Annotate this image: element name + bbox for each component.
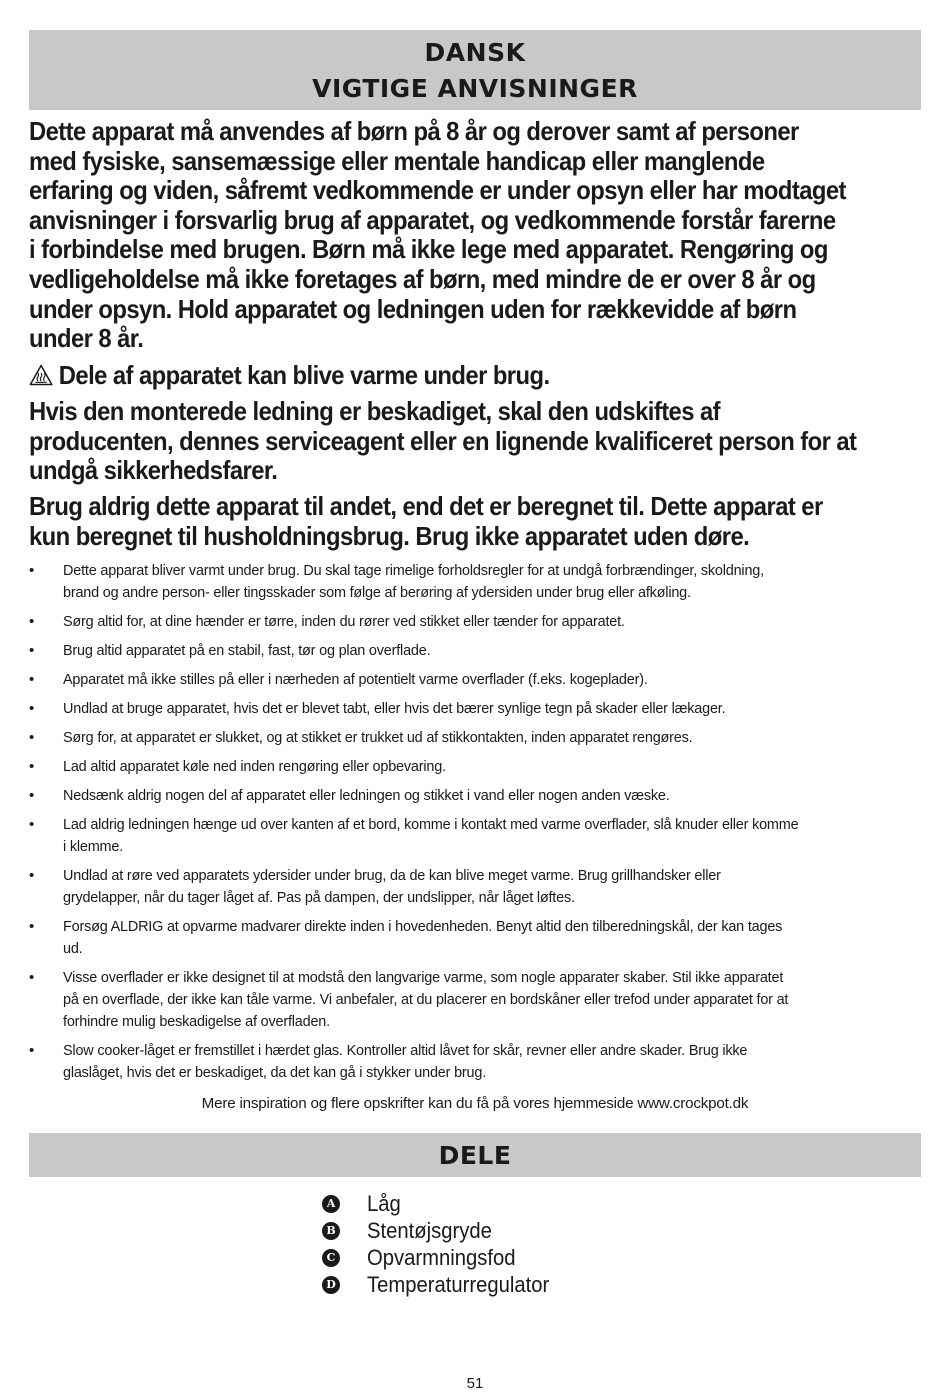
- intro-line: anvisninger i forsvarlig brug af apparatet, og vedkommende forstår farerne: [29, 206, 836, 235]
- intro-line: vedligeholdelse må ikke foretages af børn, med mindre de er over 8 år og: [29, 265, 816, 294]
- part-letter-badge: B: [322, 1222, 340, 1240]
- bullet-text-line: Sørg altid for, at dine hænder er tørre, inden du rører ved stikket eller tænder for apparatet.: [63, 613, 625, 630]
- part-label: Opvarmningsfod: [367, 1245, 516, 1270]
- part-letter-badge: D: [322, 1276, 340, 1294]
- part-item-d: [322, 1271, 565, 1298]
- bullet-text: [63, 916, 923, 960]
- safety-bullet-item: [29, 967, 924, 1033]
- hot-surface-warning: [29, 362, 866, 392]
- parts-heading: DELE: [29, 1133, 921, 1177]
- bullet-dot: •: [29, 729, 35, 746]
- bullet-text-line: Lad aldrig ledningen hænge ud over kanten af et bord, komme i kontakt med varme overflader, slå knuder eller komme: [63, 816, 799, 833]
- bullet-text-line: ud.: [63, 940, 83, 957]
- safety-bullet-item: [29, 698, 924, 720]
- safety-bullet-item: [29, 814, 924, 858]
- bullet-text-line: Undlad at bruge apparatet, hvis det er blevet tabt, eller hvis det bærer synlige tegn på skader eller lækager.: [63, 700, 726, 717]
- part-label: Stentøjsgryde: [367, 1218, 492, 1243]
- intro-line: under opsyn. Hold apparatet og ledningen uden for rækkevidde af børn: [29, 295, 797, 324]
- bullet-text: [63, 756, 923, 778]
- bullet-text-line: på en overflade, der ikke kan tåle varme. Vi anbefaler, at du placerer en bordskåner eller trefod under apparatet for at: [63, 991, 789, 1008]
- bullet-dot: •: [29, 816, 35, 833]
- usage-warning-paragraph: [29, 493, 866, 552]
- bullet-text: [63, 698, 923, 720]
- part-letter-badge: A: [322, 1195, 340, 1213]
- part-letter-badge: C: [322, 1249, 340, 1267]
- intro-line: i forbindelse med brugen. Børn må ikke lege med apparatet. Rengøring og: [29, 236, 828, 265]
- intro-line: under 8 år.: [29, 325, 144, 354]
- bullet-text-line: Brug altid apparatet på en stabil, fast, tør og plan overflade.: [63, 642, 431, 659]
- bullet-text: [63, 1040, 923, 1084]
- website-note: Mere inspiration og flere opskrifter kan du få på vores hjemmeside www.crockpot.dk: [201, 1095, 749, 1112]
- bullet-text: [63, 611, 923, 633]
- safety-bullet-list: [29, 560, 924, 1091]
- hot-surface-warning-icon: [29, 364, 53, 386]
- safety-bullet-item: [29, 669, 924, 691]
- part-item-b: [322, 1217, 565, 1244]
- part-item-a: [322, 1190, 565, 1217]
- bullet-text-line: Slow cooker-låget er fremstillet i hærdet glas. Kontroller altid låvet for skår, revner eller andre skader. Brug ikke: [63, 1042, 748, 1059]
- cord-warning-line: undgå sikkerhedsfarer.: [29, 457, 278, 486]
- cord-warning-paragraph: [29, 398, 866, 487]
- intro-paragraph: [29, 118, 866, 355]
- part-label: Låg: [367, 1191, 401, 1216]
- bullet-text: [63, 967, 923, 1033]
- bullet-text-line: Lad altid apparatet køle ned inden rengøring eller opbevaring.: [63, 758, 446, 775]
- bullet-text-line: Sørg for, at apparatet er slukket, og at stikket er trukket ud af stikkontakten, inden apparatet rengøres.: [63, 729, 693, 746]
- bullet-text-line: Nedsænk aldrig nogen del af apparatet eller ledningen og stikket i vand eller nogen anden væske.: [63, 787, 670, 804]
- safety-bullet-item: [29, 727, 924, 749]
- bullet-dot: •: [29, 787, 35, 804]
- bullet-dot: •: [29, 918, 35, 935]
- bullet-text: [63, 560, 923, 604]
- bullet-text: [63, 814, 923, 858]
- bullet-text-line: Dette apparat bliver varmt under brug. Du skal tage rimelige forholdsregler for at undgå forbrændinger, skoldning,: [63, 562, 764, 579]
- safety-bullet-item: [29, 916, 924, 960]
- parts-list: [322, 1190, 565, 1298]
- bullet-text-line: Visse overflader er ikke designet til at modstå den langvarige varme, som nogle apparater skaber. Stil ikke apparatet: [63, 969, 784, 986]
- bullet-text: [63, 865, 923, 909]
- intro-line: Dette apparat må anvendes af børn på 8 år og derover samt af personer: [29, 118, 799, 146]
- safety-bullet-item: [29, 611, 924, 633]
- bullet-text: [63, 785, 923, 807]
- bullet-dot: •: [29, 758, 35, 775]
- section-header: [29, 30, 921, 110]
- safety-bullet-item: [29, 560, 924, 604]
- safety-bullet-item: [29, 785, 924, 807]
- bullet-dot: •: [29, 671, 35, 688]
- bullet-dot: •: [29, 969, 35, 986]
- bullet-text-line: forhindre mulig beskadigelse af overfladen.: [63, 1013, 330, 1030]
- safety-bullet-item: [29, 1040, 924, 1084]
- bullet-text-line: glaslåget, hvis det er beskadiget, da det kan gå i stykker under brug.: [63, 1064, 487, 1081]
- bullet-text: [63, 727, 923, 749]
- bullet-text-line: Undlad at røre ved apparatets ydersider under brug, da de kan blive meget varme. Brug grillhandsker eller: [63, 867, 721, 884]
- cord-warning-line: producenten, dennes serviceagent eller en lignende kvalificeret person for at: [29, 427, 857, 456]
- bullet-dot: •: [29, 867, 35, 884]
- part-label: Temperaturregulator: [367, 1272, 550, 1297]
- page-title: VIGTIGE ANVISNINGER: [312, 74, 638, 103]
- bullet-text-line: Forsøg ALDRIG at opvarme madvarer direkte inden i hovedenheden. Benyt altid den tilberedningskål, der kan tages: [63, 918, 783, 935]
- bullet-dot: •: [29, 1042, 35, 1059]
- safety-bullet-item: [29, 640, 924, 662]
- intro-line: erfaring og viden, såfremt vedkommende er under opsyn eller har modtaget: [29, 177, 846, 206]
- bullet-text-line: brand og andre person- eller tingsskader som følge af berøring af ydersiden under brug eller afkøling.: [63, 584, 691, 601]
- usage-warning-line: kun beregnet til husholdningsbrug. Brug ikke apparatet uden døre.: [29, 522, 750, 551]
- safety-bullet-item: [29, 756, 924, 778]
- safety-bullet-item: [29, 865, 924, 909]
- bullet-text-line: Apparatet må ikke stilles på eller i nærheden af potentielt varme overflader (f.eks. kogeplader).: [63, 671, 648, 688]
- part-item-c: [322, 1244, 565, 1271]
- bullet-dot: •: [29, 613, 35, 630]
- bullet-text-line: grydelapper, når du tager låget af. Pas på dampen, der undslipper, når låget løftes.: [63, 889, 575, 906]
- language-heading: DANSK: [424, 38, 526, 67]
- hot-surface-warning-text: Dele af apparatet kan blive varme under brug.: [58, 362, 550, 390]
- bullet-dot: •: [29, 700, 35, 717]
- bullet-dot: •: [29, 642, 35, 659]
- bullet-text-line: i klemme.: [63, 838, 124, 855]
- bullet-dot: •: [29, 562, 35, 579]
- cord-warning-line: Hvis den monterede ledning er beskadiget, skal den udskiftes af: [29, 398, 721, 426]
- bullet-text: [63, 640, 923, 662]
- usage-warning-line: Brug aldrig dette apparat til andet, end det er beregnet til. Dette apparat er: [29, 493, 823, 521]
- page-number: 51: [466, 1375, 484, 1392]
- intro-line: med fysiske, sansemæssige eller mentale handicap eller manglende: [29, 147, 765, 176]
- bullet-text: [63, 669, 923, 691]
